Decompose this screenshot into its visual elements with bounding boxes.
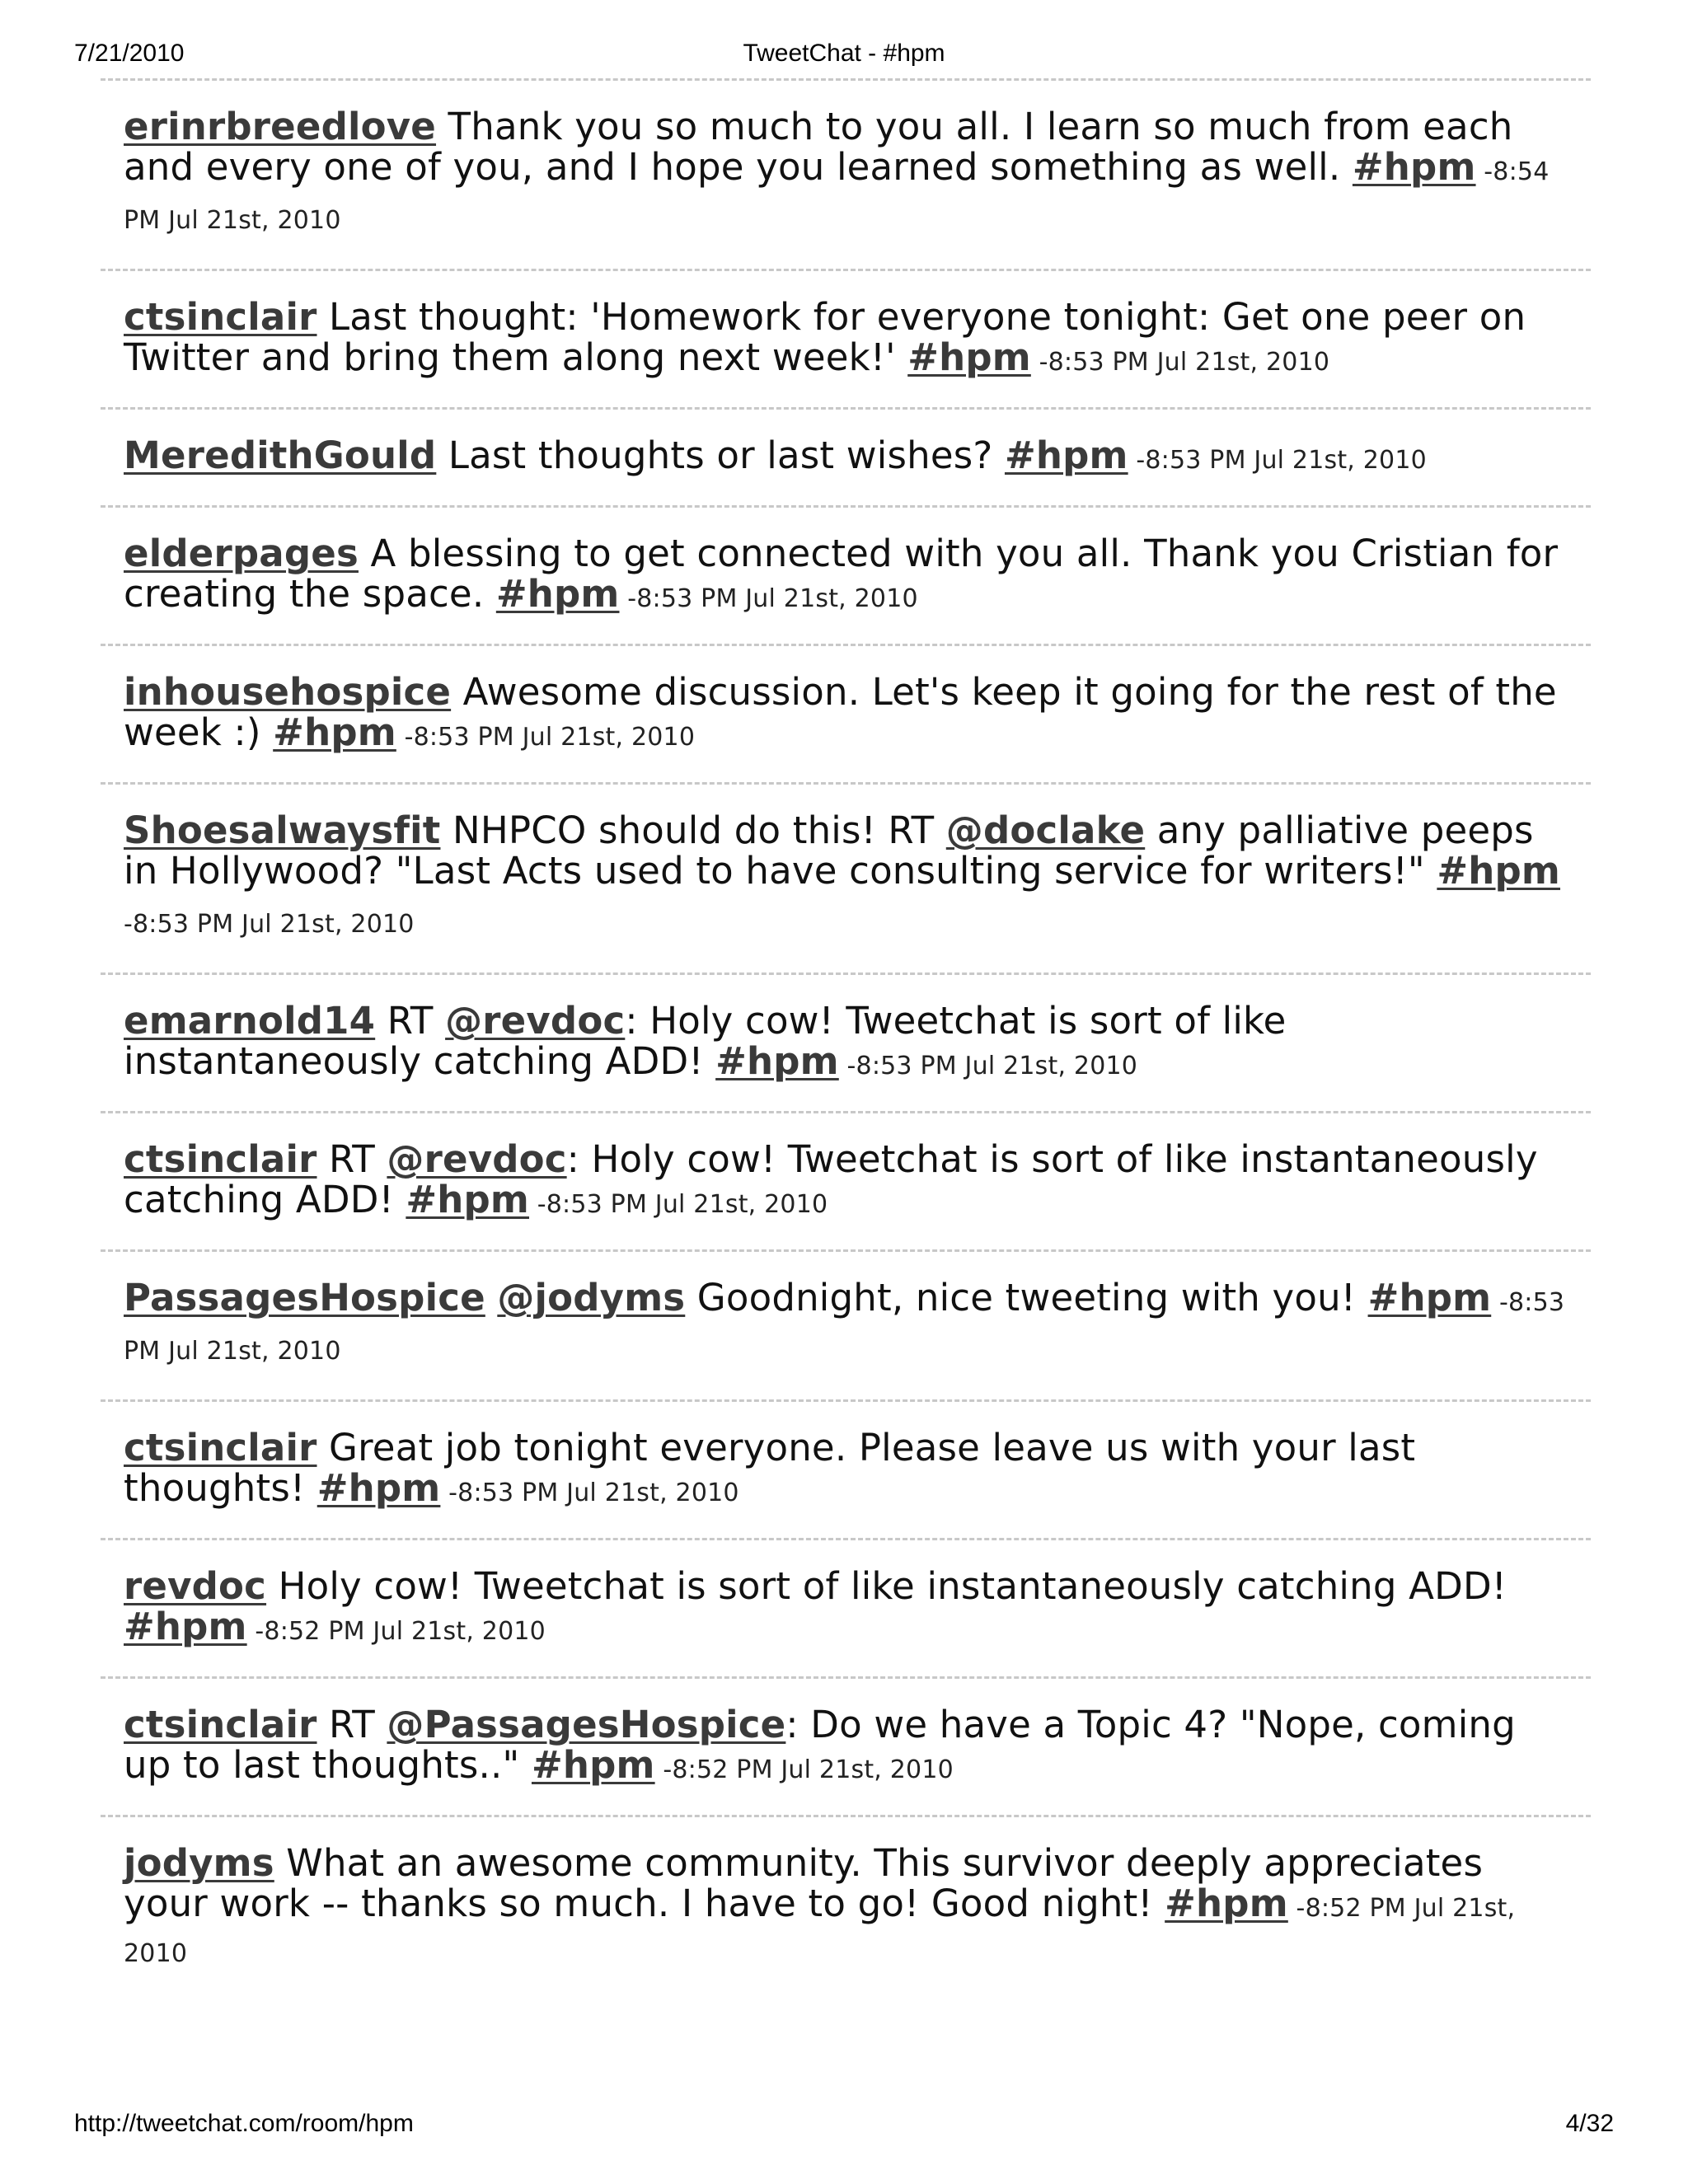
tweet-text: Great job tonight everyone. Please leave us with your last thoughts! xyxy=(124,1426,1416,1510)
print-header xyxy=(74,40,1614,73)
tweet-item xyxy=(101,1402,1591,1538)
tweet-text: Last thought: 'Homework for everyone tonight: Get one peer on Twitter and bring them along next week!' xyxy=(124,295,1526,379)
tweet-text-prefix xyxy=(485,1276,498,1319)
mention-link[interactable]: @PassagesHospice xyxy=(387,1703,786,1746)
tweet-timestamp: -8:53 PM Jul 21st, 2010 xyxy=(838,1052,1138,1080)
tweet-username-link[interactable]: elderpages xyxy=(124,532,359,575)
hashtag-link[interactable]: #hpm xyxy=(495,572,620,616)
hashtag-link[interactable]: #hpm xyxy=(715,1039,839,1083)
mention-link[interactable]: @revdoc xyxy=(445,999,626,1043)
tweet-text-prefix: RT xyxy=(375,999,446,1043)
tweet-username-link[interactable]: inhousehospice xyxy=(124,670,452,714)
tweet-text: Holy cow! Tweetchat is sort of like instantaneously catching ADD! xyxy=(266,1564,1507,1608)
tweet-text-prefix: NHPCO should do this! RT xyxy=(440,808,946,852)
tweet-timestamp: -8:53 PM Jul 21st, 2010 xyxy=(124,910,415,939)
hashtag-link[interactable]: #hpm xyxy=(273,710,396,754)
tweet-timestamp: -8:54 PM Jul 21st, 2010 xyxy=(124,157,1550,235)
mention-link[interactable]: @revdoc xyxy=(387,1137,567,1181)
page-url: http://tweetchat.com/room/hpm xyxy=(74,2110,414,2137)
tweet-item xyxy=(101,1817,1591,1999)
tweet-item xyxy=(101,410,1591,505)
tweet-timestamp: -8:53 PM Jul 21st, 2010 xyxy=(1030,348,1330,377)
tweet-username-link[interactable]: ctsinclair xyxy=(124,1426,317,1469)
hashtag-link[interactable]: #hpm xyxy=(316,1466,441,1510)
tweet-item xyxy=(101,1540,1591,1676)
tweet-text: What an awesome community. This survivor deeply appreciates your work -- thanks so much. I have to go! Good night! xyxy=(124,1841,1484,1925)
tweet-username-link[interactable]: PassagesHospice xyxy=(124,1276,485,1319)
hashtag-link[interactable]: #hpm xyxy=(1437,849,1560,893)
tweet-feed xyxy=(101,78,1591,1999)
tweet-username-link[interactable]: MeredithGould xyxy=(124,434,437,477)
print-footer xyxy=(74,2110,1614,2143)
tweet-text: Last thoughts or last wishes? xyxy=(436,434,1005,477)
tweet-text: : Holy cow! Tweetchat is sort of like instantaneously catching ADD! xyxy=(124,1137,1538,1221)
hashtag-link[interactable]: #hpm xyxy=(1165,1882,1288,1925)
tweet-timestamp: -8:53 PM Jul 21st, 2010 xyxy=(440,1479,739,1507)
mention-link[interactable]: @doclake xyxy=(945,808,1146,852)
tweet-username-link[interactable]: jodyms xyxy=(124,1841,274,1885)
tweet-text-prefix: RT xyxy=(316,1703,387,1746)
tweet-text: any palliative peeps in Hollywood? "Last Acts used to have consulting service for writers!" xyxy=(124,808,1534,893)
tweet-username-link[interactable]: ctsinclair xyxy=(124,1137,317,1181)
tweet-timestamp: -8:53 PM Jul 21st, 2010 xyxy=(124,1288,1565,1366)
tweet-item xyxy=(101,1113,1591,1249)
tweet-timestamp: -8:52 PM Jul 21st, 2010 xyxy=(654,1755,954,1784)
tweet-timestamp: -8:53 PM Jul 21st, 2010 xyxy=(396,723,696,752)
hashtag-link[interactable]: #hpm xyxy=(1004,434,1128,477)
page-number: 4/32 xyxy=(1565,2110,1614,2137)
tweet-username-link[interactable]: emarnold14 xyxy=(124,999,376,1043)
tweet-item xyxy=(101,271,1591,407)
tweet-item xyxy=(101,646,1591,782)
print-date: 7/21/2010 xyxy=(74,40,185,67)
page-title: TweetChat - #hpm xyxy=(743,40,945,67)
tweet-text: Goodnight, nice tweeting with you! xyxy=(685,1276,1368,1319)
hashtag-link[interactable]: #hpm xyxy=(907,335,1031,379)
tweet-item xyxy=(101,975,1591,1111)
tweet-text: Thank you so much to you all. I learn so much from each and every one of you, and I hope you learned something as well. xyxy=(124,105,1513,189)
tweet-timestamp: -8:53 PM Jul 21st, 2010 xyxy=(529,1190,828,1219)
tweet-username-link[interactable]: ctsinclair xyxy=(124,1703,317,1746)
tweet-timestamp: -8:53 PM Jul 21st, 2010 xyxy=(1128,446,1427,475)
tweet-item xyxy=(101,785,1591,972)
tweet-timestamp: -8:53 PM Jul 21st, 2010 xyxy=(619,584,918,613)
mention-link[interactable]: @jodyms xyxy=(497,1276,686,1319)
hashtag-link[interactable]: #hpm xyxy=(124,1605,247,1648)
tweet-username-link[interactable]: ctsinclair xyxy=(124,295,317,339)
tweet-text: A blessing to get connected with you all. Thank you Cristian for creating the space. xyxy=(124,532,1559,616)
hashtag-link[interactable]: #hpm xyxy=(406,1178,529,1221)
tweet-text: : Do we have a Topic 4? "Nope, coming up to last thoughts.." xyxy=(124,1703,1516,1787)
tweet-item xyxy=(101,1252,1591,1399)
tweet-text-prefix: RT xyxy=(316,1137,387,1181)
tweet-text: Awesome discussion. Let's keep it going for the rest of the week :) xyxy=(124,670,1557,754)
tweet-username-link[interactable]: Shoesalwaysfit xyxy=(124,808,441,852)
tweet-username-link[interactable]: erinrbreedlove xyxy=(124,105,437,148)
hashtag-link[interactable]: #hpm xyxy=(531,1743,655,1787)
tweet-item xyxy=(101,81,1591,269)
tweet-item xyxy=(101,1679,1591,1815)
tweet-text: : Holy cow! Tweetchat is sort of like instantaneously catching ADD! xyxy=(124,999,1287,1083)
tweet-timestamp: -8:52 PM Jul 21st, 2010 xyxy=(124,1894,1516,1968)
tweet-item xyxy=(101,508,1591,644)
tweet-username-link[interactable]: revdoc xyxy=(124,1564,267,1608)
tweet-timestamp: -8:52 PM Jul 21st, 2010 xyxy=(246,1617,546,1646)
hashtag-link[interactable]: #hpm xyxy=(1352,145,1476,189)
hashtag-link[interactable]: #hpm xyxy=(1367,1276,1492,1319)
